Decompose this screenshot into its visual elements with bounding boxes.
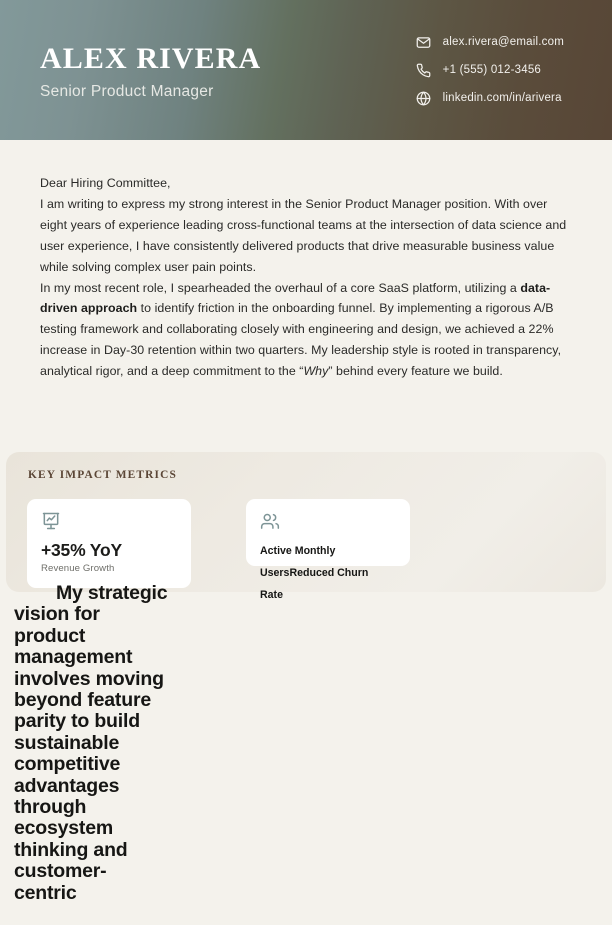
contact-list xyxy=(416,35,572,106)
metric-label: Revenue Growth xyxy=(41,562,115,574)
letter-paragraph-1: I am writing to express my strong interest in the Senior Product Manager position. With over eight years of experience leading cross-functional teams at the intersection of data science and user experience, I have consistently delivered products that drive measurable business value while solving complex user pain points. xyxy=(40,196,567,274)
envelope-icon xyxy=(416,35,431,50)
header-identity xyxy=(40,39,261,102)
phone-icon xyxy=(416,63,431,78)
contact-item-website[interactable] xyxy=(416,91,564,106)
contact-email-text: alex.rivera@email.com xyxy=(442,36,564,48)
contact-item-email[interactable] xyxy=(416,35,564,50)
metric-overflow-stack xyxy=(260,540,384,606)
quote-open: “ xyxy=(299,364,304,379)
letter-paragraph-2 xyxy=(40,278,572,383)
document-header xyxy=(0,0,612,140)
letter-salutation: Dear Hiring Committee, xyxy=(40,176,171,190)
metric-label: Reduced Churn Rate xyxy=(260,567,369,601)
job-title: Senior Product Manager xyxy=(40,83,214,101)
metric-value: +35% YoY xyxy=(41,540,122,560)
paragraph-2-middle: to identify friction in the onboarding funnel. By implementing a rigorous A/B testing framework and collaborating closely with engineering and design, we achieved a 22% increase in Day-30 retention within two quarters. My leadership style is rooted in transparency, analytical rigor, and a deep commitment to the xyxy=(40,301,562,379)
contact-item-phone[interactable] xyxy=(416,63,564,78)
key-impact-metrics-panel xyxy=(6,452,606,601)
paragraph-2-tail: behind every feature we build. xyxy=(332,364,503,379)
page-title: ALEX RIVERA xyxy=(40,41,262,75)
metrics-row xyxy=(26,499,586,601)
paragraph-2-italic: Why xyxy=(303,364,329,379)
metric-card-revenue-growth[interactable] xyxy=(27,499,191,588)
globe-icon xyxy=(416,91,431,106)
quote-close: ” xyxy=(328,364,333,379)
presentation-chart-icon xyxy=(41,511,61,531)
metrics-heading: KEY IMPACT METRICS xyxy=(28,469,177,481)
letter-body xyxy=(0,140,612,382)
contact-phone-text: +1 (555) 012-3456 xyxy=(442,64,542,76)
paragraph-2-emphasis: data-driven approach xyxy=(40,280,551,316)
paragraph-2-lead: In my most recent role, I spearheaded the overhaul of a core SaaS platform, utilizing a xyxy=(40,280,521,295)
metric-card-active-users[interactable] xyxy=(246,499,410,601)
metric-value: Active Monthly Users xyxy=(260,545,336,579)
contact-website-text: linkedin.com/in/arivera xyxy=(442,92,562,104)
overflow-strategy-paragraph: My strategic vision for product management involves moving beyond feature parity to build sustainable competitive advantages through ecosystem thinking and customer-centric xyxy=(14,582,168,904)
users-icon xyxy=(260,511,280,531)
